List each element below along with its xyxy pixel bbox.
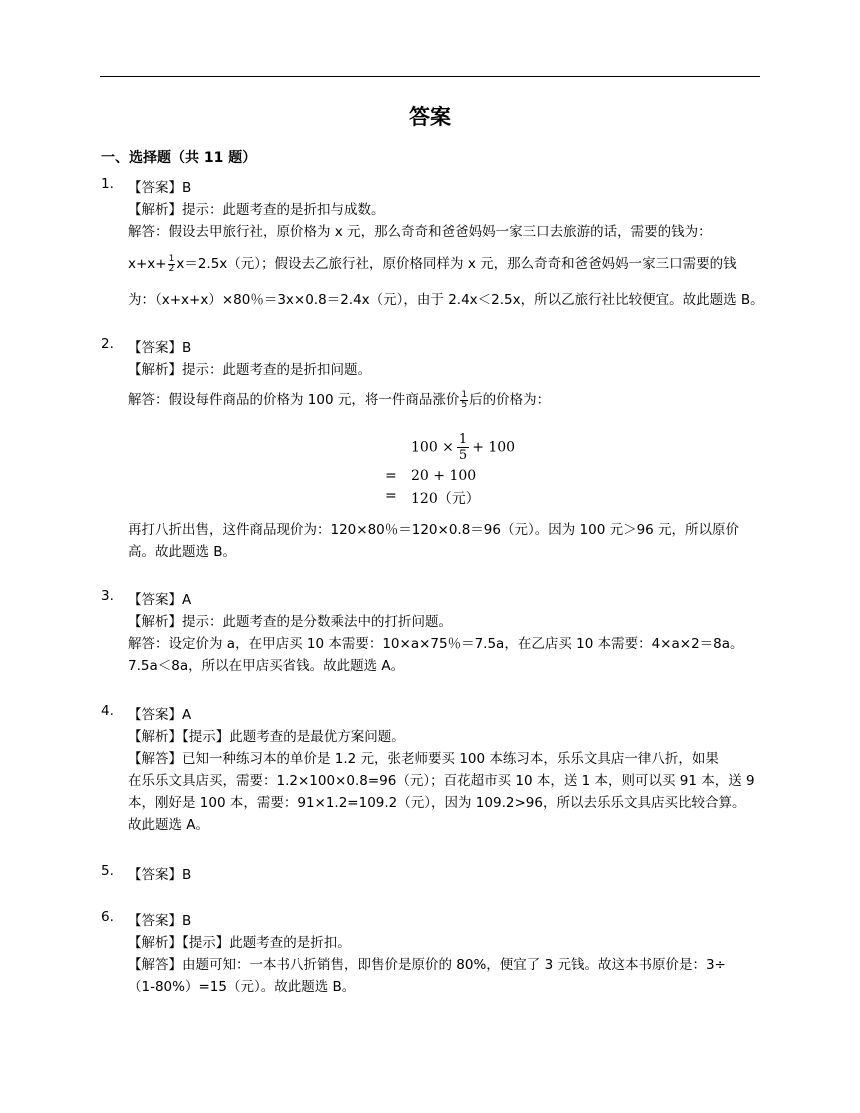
solution-line: 高。故此题选 B。 xyxy=(128,544,237,560)
equals-sign: = xyxy=(385,488,397,504)
question-number: 5. xyxy=(101,863,114,879)
answer-line: 【答案】B xyxy=(128,913,192,929)
solution-line: 【解答】由题可知：一本书八折销售，即售价是原价的 80%，便宜了 3 元钱。故这本书原价是：3÷ xyxy=(128,957,726,973)
question-number: 6. xyxy=(101,909,114,925)
solution-line: 为：（x+x+x）×80％＝3x×0.8＝2.4x（元），由于 2.4x＜2.5x，所以乙旅行社比较便宜。故此题选 B。 xyxy=(128,292,764,308)
fraction xyxy=(168,255,176,274)
analysis-line: 【解析】【提示】此题考查的是折扣。 xyxy=(128,935,351,951)
equation-block xyxy=(385,432,565,507)
fraction-denominator: 2 xyxy=(168,263,175,274)
solution-line xyxy=(128,252,737,274)
analysis-line: 【解析】提示：此题考查的是分数乘法中的打折问题。 xyxy=(128,614,452,630)
page-title: 答案 xyxy=(409,105,451,129)
answer-line: 【答案】A xyxy=(128,592,192,608)
equation-line: 20 + 100 xyxy=(411,468,477,484)
solution-line: 故此题选 A。 xyxy=(128,817,210,833)
fraction-numerator: 1 xyxy=(168,253,175,264)
question-number: 3. xyxy=(101,588,114,604)
solution-line xyxy=(128,388,550,410)
solution-line: （1-80%）=15（元）。故此题选 B。 xyxy=(128,979,356,995)
solution-text: 后的价格为： xyxy=(469,392,551,408)
analysis-line: 【解析】提示：此题考查的是折扣问题。 xyxy=(128,362,371,378)
solution-text: x＝2.5x（元）；假设去乙旅行社，原价格同样为 x 元，那么奇奇和爸爸妈妈一家三口需要的钱 xyxy=(176,256,737,272)
question-number: 4. xyxy=(101,703,114,719)
math-text: 100 × xyxy=(411,439,454,456)
fraction-denominator: 5 xyxy=(458,448,468,463)
solution-text: 解答：假设每件商品的价格为 100 元，将一件商品涨价 xyxy=(128,392,460,408)
fraction-numerator: 1 xyxy=(458,432,468,447)
solution-line: 本，刚好是 100 本，需要：91×1.2=109.2（元），因为 109.2>96，所以去乐乐文具店买比较合算。 xyxy=(128,795,746,811)
answer-line: 【答案】A xyxy=(128,707,192,723)
solution-line: 解答：设定价为 a，在甲店买 10 本需要：10×a×75％＝7.5a，在乙店买 10 本需要：4×a×2＝8a。 xyxy=(128,636,744,652)
solution-line: 【解答】已知一种练习本的单价是 1.2 元，张老师要买 100 本练习本，乐乐文具店一律八折，如果 xyxy=(128,751,719,767)
equation-line: 120（元） xyxy=(411,491,480,507)
solution-line: 再打八折出售，这件商品现价为：120×80％＝120×0.8＝96（元）。因为 100 元＞96 元，所以原价 xyxy=(128,522,740,538)
equation-line xyxy=(411,432,515,463)
solution-line: 解答：假设去甲旅行社，原价格为 x 元，那么奇奇和爸爸妈妈一家三口去旅游的话，需要的钱为： xyxy=(128,224,712,240)
math-text: + 100 xyxy=(472,439,516,456)
analysis-line: 【解析】提示：此题考查的是折扣与成数。 xyxy=(128,202,385,218)
question-number: 2. xyxy=(101,336,114,352)
answer-line: 【答案】B xyxy=(128,340,192,356)
math-fraction xyxy=(457,432,469,463)
answer-line: 【答案】B xyxy=(128,180,192,196)
header-rule xyxy=(100,76,760,77)
section-heading: 一、选择题（共 11 题） xyxy=(101,150,257,166)
fraction xyxy=(460,391,468,410)
fraction-numerator: 1 xyxy=(461,389,468,400)
fraction-denominator: 5 xyxy=(461,399,468,410)
question-number: 1. xyxy=(101,176,114,192)
equals-sign: = xyxy=(385,468,397,484)
solution-line: 7.5a＜8a，所以在甲店买省钱。故此题选 A。 xyxy=(128,658,405,674)
analysis-line: 【解析】【提示】此题考查的是最优方案问题。 xyxy=(128,729,405,745)
answer-line: 【答案】B xyxy=(128,867,192,883)
solution-text: x+x+ xyxy=(128,256,167,272)
solution-line: 在乐乐文具店买，需要：1.2×100×0.8=96（元）；百花超市买 10 本，送 1 本，则可以买 91 本，送 9 xyxy=(128,773,755,789)
